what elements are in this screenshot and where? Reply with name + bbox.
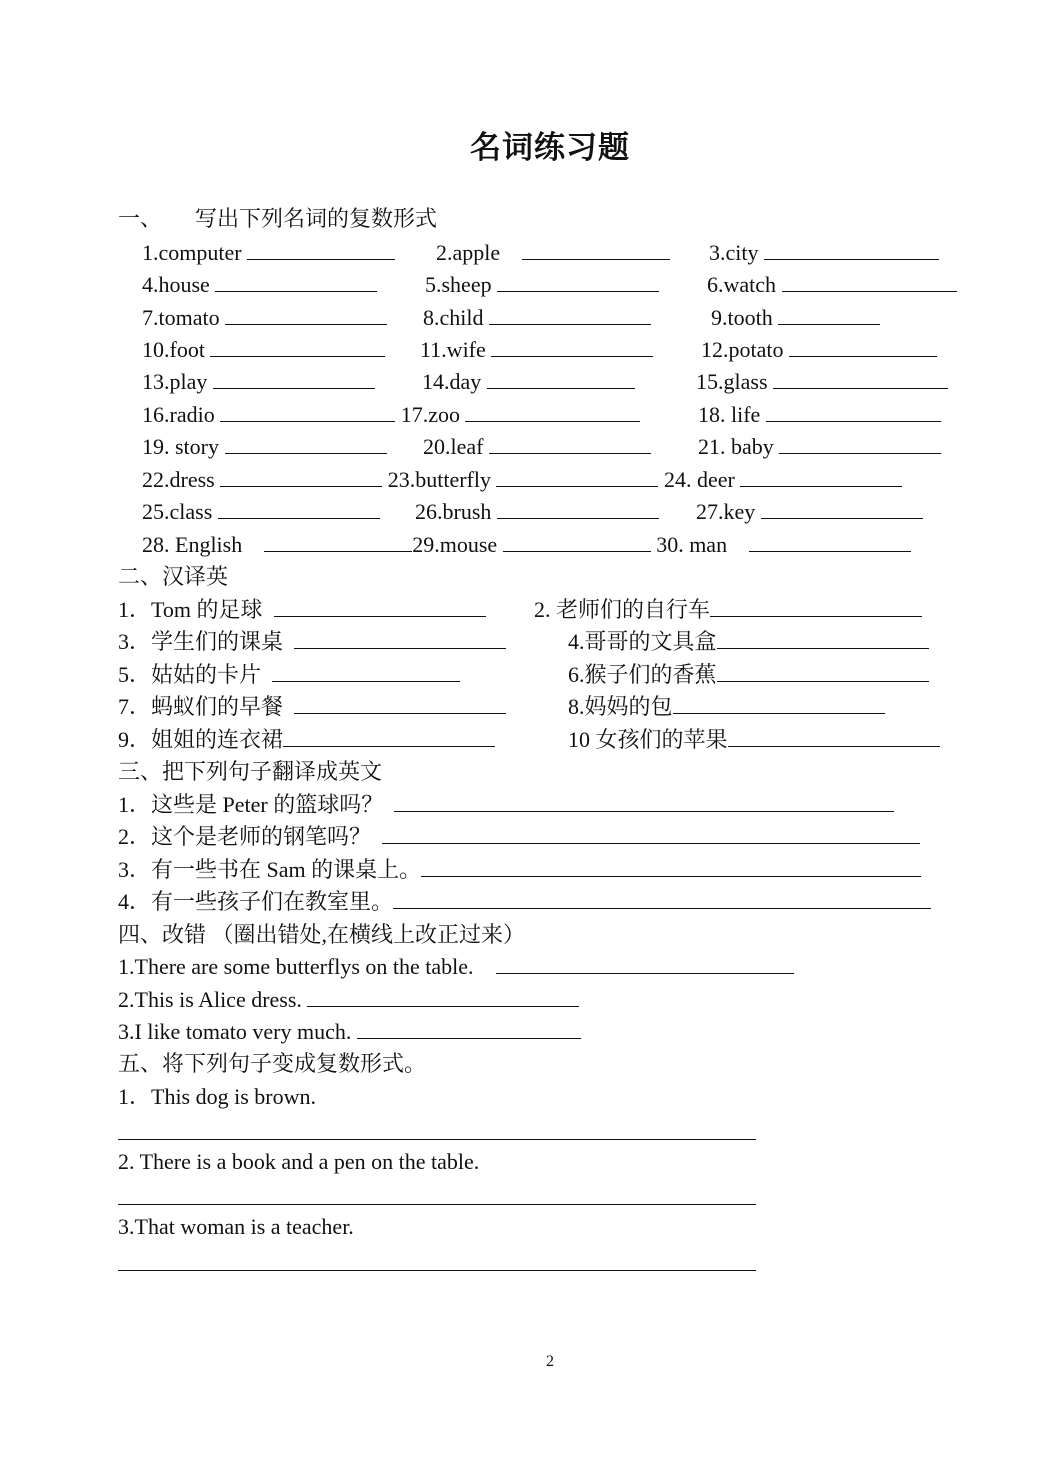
exercise-item: 27.key <box>696 499 923 525</box>
page-number: 2 <box>546 1353 554 1370</box>
exercise-item: 28. English 29.mouse 30. man <box>142 532 911 558</box>
exercise-item: 20.leaf <box>423 434 651 460</box>
answer-blank[interactable] <box>283 729 495 747</box>
answer-line[interactable] <box>118 1139 756 1140</box>
answer-blank[interactable] <box>782 274 957 292</box>
exercise-item: 5.sheep <box>425 272 659 298</box>
exercise-item: 3.That woman is a teacher. <box>118 1214 354 1239</box>
exercise-item: 2.This is Alice dress. <box>118 987 579 1013</box>
answer-blank[interactable] <box>215 274 377 292</box>
exercise-item: 22.dress 23.butterfly 24. deer <box>142 467 902 493</box>
answer-blank[interactable] <box>272 664 460 682</box>
answer-blank[interactable] <box>522 242 670 260</box>
exercise-item: 2.apple <box>436 240 670 266</box>
exercise-item: 4.哥哥的文具盒 <box>568 629 929 655</box>
exercise-item: 19. story <box>142 434 387 460</box>
section-heading: 一、 写出下列名词的复数形式 <box>118 206 438 231</box>
answer-blank[interactable] <box>710 599 922 617</box>
exercise-item: 25.class <box>142 499 380 525</box>
answer-blank[interactable] <box>749 534 911 552</box>
answer-blank[interactable] <box>766 404 941 422</box>
exercise-item: 16.radio 17.zoo <box>142 402 640 428</box>
answer-blank[interactable] <box>489 307 651 325</box>
answer-blank[interactable] <box>496 469 658 487</box>
section-heading: 四、改错 （圈出错处,在横线上改正过来） <box>118 922 526 947</box>
answer-blank[interactable] <box>393 891 931 909</box>
answer-blank[interactable] <box>779 436 941 454</box>
answer-blank[interactable] <box>789 339 937 357</box>
exercise-item: 10 女孩们的苹果 <box>568 727 940 753</box>
answer-blank[interactable] <box>218 501 380 519</box>
answer-blank[interactable] <box>225 436 387 454</box>
exercise-item: 7．蚂蚁们的早餐 <box>118 694 506 720</box>
exercise-item: 13.play <box>142 369 375 395</box>
exercise-item: 12.potato <box>701 337 937 363</box>
answer-blank[interactable] <box>496 956 794 974</box>
answer-blank[interactable] <box>487 371 635 389</box>
answer-blank[interactable] <box>491 339 653 357</box>
exercise-item: 3．学生们的课桌 <box>118 629 506 655</box>
section-heading: 三、把下列句子翻译成英文 <box>118 759 383 784</box>
answer-blank[interactable] <box>294 696 506 714</box>
section-heading: 五、将下列句子变成复数形式。 <box>118 1051 427 1076</box>
exercise-item: 21. baby <box>698 434 941 460</box>
exercise-item: 1．这些是 Peter 的篮球吗？ <box>118 792 894 818</box>
answer-line[interactable] <box>118 1270 756 1271</box>
answer-blank[interactable] <box>773 371 948 389</box>
answer-blank[interactable] <box>213 371 375 389</box>
exercise-item: 3.I like tomato very much. <box>118 1019 581 1045</box>
exercise-item: 14.day <box>422 369 635 395</box>
answer-blank[interactable] <box>274 599 486 617</box>
exercise-item: 6.猴子们的香蕉 <box>568 662 929 688</box>
answer-blank[interactable] <box>294 631 506 649</box>
answer-blank[interactable] <box>740 469 902 487</box>
answer-blank[interactable] <box>220 469 382 487</box>
exercise-item: 11.wife <box>420 337 653 363</box>
exercise-item: 2. There is a book and a pen on the table. <box>118 1149 480 1174</box>
exercise-item: 1．Tom 的足球 <box>118 597 486 623</box>
exercise-item: 3．有一些书在 Sam 的课桌上。 <box>118 857 921 883</box>
answer-blank[interactable] <box>717 664 929 682</box>
answer-blank[interactable] <box>497 274 659 292</box>
answer-blank[interactable] <box>382 826 920 844</box>
answer-blank[interactable] <box>761 501 923 519</box>
page-title: 名词练习题 <box>470 130 630 166</box>
exercise-item: 18. life <box>698 402 941 428</box>
answer-blank[interactable] <box>220 404 395 422</box>
answer-blank[interactable] <box>247 242 395 260</box>
answer-blank[interactable] <box>717 631 929 649</box>
answer-blank[interactable] <box>357 1021 581 1039</box>
answer-line[interactable] <box>118 1204 756 1205</box>
exercise-item: 1.computer <box>142 240 395 266</box>
answer-blank[interactable] <box>264 534 412 552</box>
exercise-item: 9.tooth <box>711 305 880 331</box>
answer-blank[interactable] <box>778 307 880 325</box>
exercise-item: 26.brush <box>415 499 659 525</box>
answer-blank[interactable] <box>503 534 651 552</box>
answer-blank[interactable] <box>497 501 659 519</box>
exercise-item: 4.house <box>142 272 377 298</box>
exercise-item: 10.foot <box>142 337 385 363</box>
answer-blank[interactable] <box>673 696 885 714</box>
section-heading: 二、汉译英 <box>118 564 229 589</box>
exercise-item: 6.watch <box>707 272 957 298</box>
answer-blank[interactable] <box>764 242 939 260</box>
exercise-item: 15.glass <box>696 369 948 395</box>
exercise-item: 8.妈妈的包 <box>568 694 885 720</box>
answer-blank[interactable] <box>728 729 940 747</box>
exercise-item: 7.tomato <box>142 305 387 331</box>
exercise-item: 8.child <box>423 305 651 331</box>
answer-blank[interactable] <box>421 859 921 877</box>
answer-blank[interactable] <box>225 307 387 325</box>
exercise-item: 2．这个是老师的钢笔吗？ <box>118 824 920 850</box>
exercise-item: 2. 老师们的自行车 <box>534 597 922 623</box>
answer-blank[interactable] <box>489 436 651 454</box>
exercise-item: 1.There are some butterflys on the table. <box>118 954 794 980</box>
answer-blank[interactable] <box>394 794 894 812</box>
exercise-item: 5．姑姑的卡片 <box>118 662 460 688</box>
answer-blank[interactable] <box>465 404 640 422</box>
answer-blank[interactable] <box>210 339 385 357</box>
exercise-item: 1．This dog is brown. <box>118 1084 317 1109</box>
answer-blank[interactable] <box>307 989 579 1007</box>
exercise-item: 4．有一些孩子们在教室里。 <box>118 889 931 915</box>
exercise-item: 9．姐姐的连衣裙 <box>118 727 495 753</box>
exercise-item: 3.city <box>709 240 939 266</box>
